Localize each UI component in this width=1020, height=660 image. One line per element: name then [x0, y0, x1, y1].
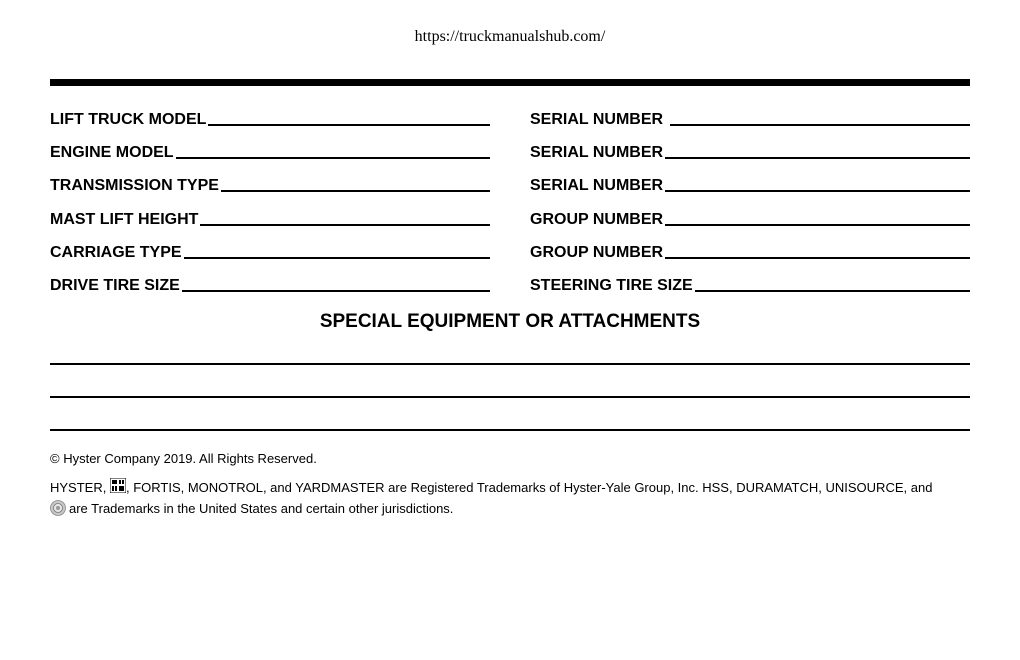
form-row [50, 109, 970, 142]
fill-in-line [176, 143, 490, 159]
field-label: GROUP NUMBER [530, 210, 664, 228]
trademark-text: HYSTER, [50, 480, 110, 495]
special-equipment-line [50, 396, 970, 398]
special-equipment-heading: SPECIAL EQUIPMENT OR ATTACHMENTS [319, 311, 701, 332]
form-row [50, 175, 970, 208]
drive-tire-size-field [50, 275, 490, 295]
field-label: ENGINE MODEL [50, 144, 174, 162]
steering-tire-size-field [530, 275, 970, 295]
fill-in-line [182, 276, 490, 292]
fill-in-line [670, 110, 971, 126]
header-rule [50, 79, 970, 86]
trademark-text: , FORTIS, MONOTROL, and YARDMASTER are Registered Trademarks of Hyster-Yale Group, Inc. HSS, DURAMATCH, UNISOURCE, and [125, 480, 933, 495]
trademark-text: are Trademarks in the United States and certain other jurisdictions. [69, 501, 454, 516]
field-label: STEERING TIRE SIZE [530, 276, 693, 294]
hyster-brand-logo-icon [110, 478, 126, 493]
vehicle-info-form [50, 109, 970, 308]
fill-in-line [221, 176, 490, 192]
source-url: https://truckmanualshub.com/ [414, 28, 606, 45]
serial-number-field [530, 142, 970, 162]
field-label: TRANSMISSION TYPE [50, 177, 219, 195]
field-label: CARRIAGE TYPE [50, 243, 182, 261]
fill-in-line [695, 276, 970, 292]
mast-lift-height-field [50, 209, 490, 229]
trademark-notice [50, 477, 980, 519]
form-row [50, 242, 970, 275]
field-label: MAST LIFT HEIGHT [50, 210, 199, 228]
carriage-type-field [50, 242, 490, 262]
fill-in-line [665, 243, 970, 259]
fill-in-line [184, 243, 490, 259]
group-number-field [530, 242, 970, 262]
field-label: LIFT TRUCK MODEL [50, 111, 207, 128]
serial-number-field [530, 175, 970, 195]
field-label: GROUP NUMBER [530, 243, 664, 261]
field-label: SERIAL NUMBER [530, 111, 668, 128]
field-label: SERIAL NUMBER [530, 177, 664, 195]
field-label: SERIAL NUMBER [530, 144, 664, 162]
special-equipment-line [50, 363, 970, 365]
fill-in-line [200, 210, 490, 226]
fill-in-line [665, 143, 970, 159]
field-label: DRIVE TIRE SIZE [50, 276, 180, 294]
engine-model-field [50, 142, 490, 162]
unisource-seal-icon [50, 500, 66, 516]
fill-in-line [665, 176, 970, 192]
fill-in-line [208, 110, 490, 126]
group-number-field [530, 209, 970, 229]
special-equipment-line [50, 429, 970, 431]
copyright-notice: © Hyster Company 2019. All Rights Reserved. [50, 451, 317, 466]
serial-number-field [530, 109, 970, 129]
lift-truck-model-field [50, 109, 490, 129]
form-row [50, 275, 970, 308]
fill-in-line [665, 210, 970, 226]
form-row [50, 142, 970, 175]
transmission-type-field [50, 175, 490, 195]
form-row [50, 209, 970, 242]
